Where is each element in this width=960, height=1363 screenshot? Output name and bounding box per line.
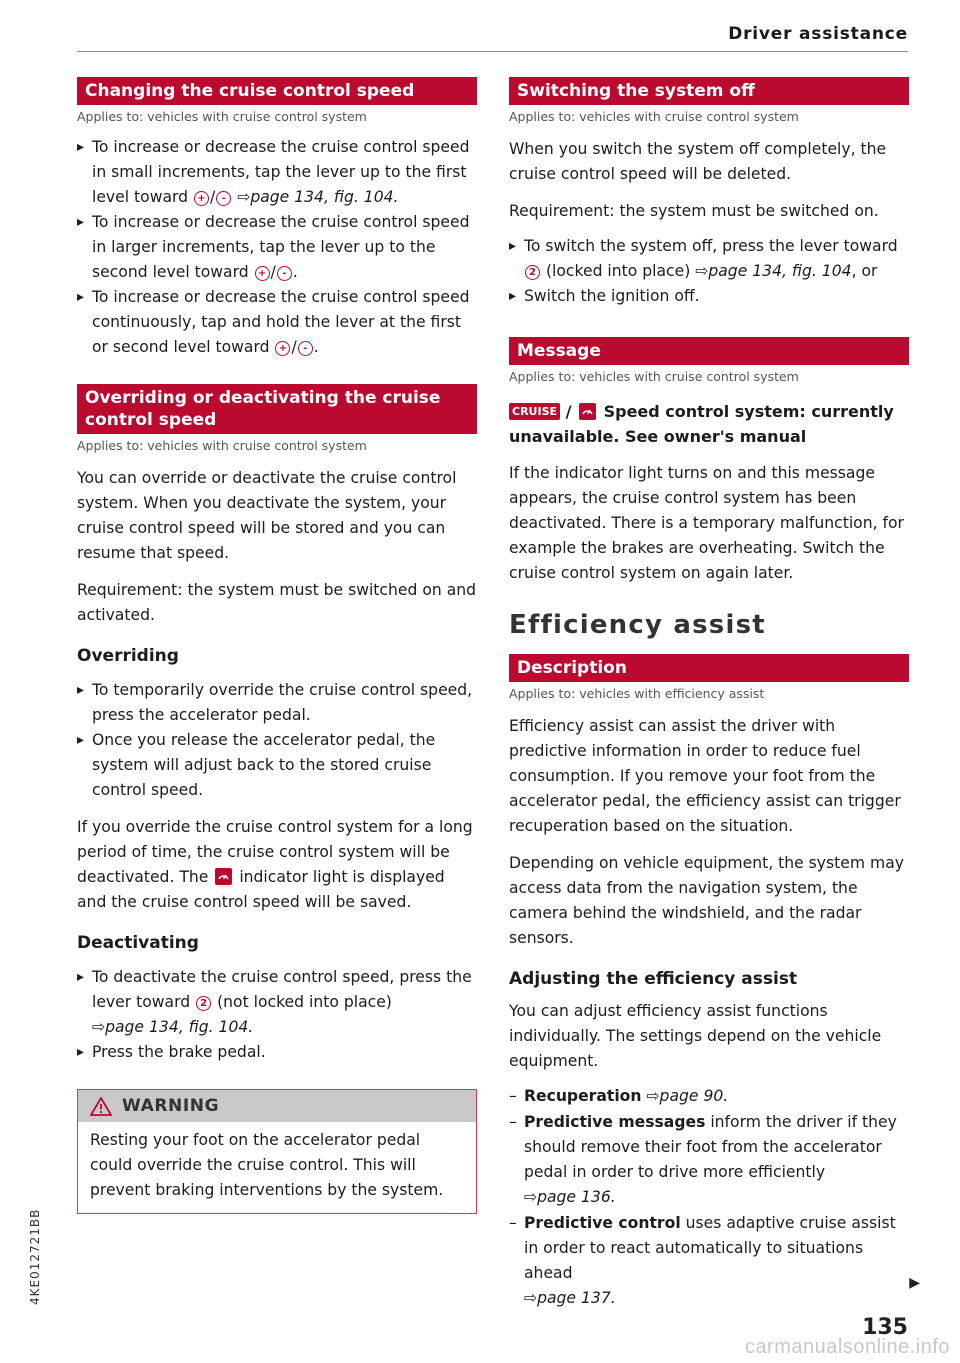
minus-icon: - <box>216 191 231 206</box>
bullet-list <box>509 234 909 309</box>
section-title-message: Message <box>509 337 909 365</box>
applies-to: Applies to: vehicles with efficiency assist <box>509 686 765 701</box>
applies-to: Applies to: vehicles with cruise control system <box>77 109 367 124</box>
section-title-switching-off: Switching the system off <box>509 77 909 105</box>
section-title-overriding: Overriding or deactivating the cruise control speed <box>77 384 477 434</box>
number-2-icon: 2 <box>525 265 540 280</box>
subheading-deactivating: Deactivating <box>77 933 199 953</box>
section-title-changing-speed: Changing the cruise control speed <box>77 77 477 105</box>
arrow-icon: ⇨ <box>646 1087 660 1105</box>
paragraph: You can override or deactivate the cruise control system. When you deactivate the system, your cruise control speed will be stored and you can resume that speed. <box>77 469 457 562</box>
paragraph: If the indicator light turns on and this message appears, the cruise control system has been deactivated. There is a temporary malfunction, for example the brakes are overheating. Switch the cruise control system on again later. <box>509 464 904 582</box>
page-reference[interactable]: page 136. <box>537 1188 616 1206</box>
warning-header <box>78 1090 476 1122</box>
list-item: – Predictive messages inform the driver if they should remove their foot from the accelerator pedal in order to drive more efficiently ⇨page 136. <box>509 1110 909 1210</box>
arrow-icon: ⇨ <box>695 262 709 280</box>
cruise-indicator-icon <box>215 868 232 885</box>
list-item: ▸ Once you release the accelerator pedal, the system will adjust back to the stored cruise control speed. <box>77 728 477 803</box>
left-column <box>77 77 477 1214</box>
paragraph: If you override the cruise control system for a long period of time, the cruise control system will be deactivated. The indicator light is displayed and the cruise control speed will be saved. <box>77 818 473 911</box>
list-item: ▸ Press the brake pedal. <box>77 1040 477 1065</box>
arrow-icon: ⇨ <box>237 188 251 206</box>
watermark: carmanualsonline.info <box>744 1336 950 1358</box>
warning-triangle-icon <box>90 1097 112 1116</box>
list-item: ▸ Switch the ignition off. <box>509 284 909 309</box>
bullet-list <box>77 135 477 360</box>
running-header: Driver assistance <box>728 24 908 44</box>
list-item: ▸ To increase or decrease the cruise control speed continuously, tap and hold the lever at the first or second level toward + / - . <box>77 285 477 360</box>
document-code: 4KE012721BB <box>28 1208 42 1305</box>
section-title-description: Description <box>509 654 909 682</box>
minus-icon: - <box>298 341 313 356</box>
warning-box <box>77 1089 477 1214</box>
paragraph: Requirement: the system must be switched on and activated. <box>77 581 477 624</box>
paragraph: Efficiency assist can assist the driver with predictive information in order to reduce fuel consumption. If you remove your foot from the accelerator pedal, the efficiency assist can trigger recuperation based on the situation. <box>509 717 901 835</box>
page-reference[interactable]: page 134, fig. 104. <box>250 188 399 206</box>
bullet-list <box>77 965 477 1065</box>
plus-icon: + <box>275 341 290 356</box>
list-item: ▸ To temporarily override the cruise control speed, press the accelerator pedal. <box>77 678 477 728</box>
page-reference[interactable]: page 134, fig. 104 <box>708 262 852 280</box>
paragraph: Requirement: the system must be switched on. <box>509 202 879 220</box>
page-reference[interactable]: page 90. <box>659 1087 729 1105</box>
continue-arrow-icon: ▶ <box>909 1275 920 1291</box>
list-item: – Recuperation ⇨page 90. <box>509 1084 909 1109</box>
list-item: ▸ To switch the system off, press the lever toward 2 (locked into place) ⇨page 134, fig. 104, or <box>509 234 909 284</box>
cruise-indicator-icon <box>579 403 596 420</box>
list-item: – Predictive control uses adaptive cruise assist in order to react automatically to situations ahead ⇨page 137. <box>509 1211 909 1311</box>
paragraph: When you switch the system off completely, the cruise control speed will be deleted. <box>509 140 887 183</box>
cruise-badge-icon: CRUISE <box>509 403 560 420</box>
list-item: ▸ To increase or decrease the cruise control speed in larger increments, tap the lever up to the second level toward + / - . <box>77 210 477 285</box>
number-2-icon: 2 <box>196 996 211 1011</box>
chapter-heading: Efficiency assist <box>509 610 766 640</box>
message-title: CRUISE / Speed control system: currently unavailable. See owner's manual <box>509 402 894 446</box>
dash-list <box>509 1084 909 1311</box>
warning-text: Resting your foot on the accelerator pedal could override the cruise control. This will prevent braking interventions by the system. <box>90 1131 444 1199</box>
plus-icon: + <box>255 266 270 281</box>
applies-to: Applies to: vehicles with cruise control system <box>77 438 367 453</box>
arrow-icon: ⇨ <box>524 1289 538 1307</box>
list-item: ▸ To deactivate the cruise control speed, press the lever toward 2 (not locked into place) ⇨page 134, fig. 104. <box>77 965 477 1040</box>
bullet-list <box>77 678 477 803</box>
arrow-icon: ⇨ <box>524 1188 538 1206</box>
minus-icon: - <box>277 266 292 281</box>
plus-icon: + <box>194 191 209 206</box>
page-number: 135 <box>862 1315 908 1340</box>
subheading-adjusting: Adjusting the efficiency assist <box>509 969 798 989</box>
right-column <box>509 77 909 1312</box>
warning-title: WARNING <box>122 1096 220 1116</box>
subheading-overriding: Overriding <box>77 646 179 666</box>
page-reference[interactable]: page 137. <box>537 1289 616 1307</box>
arrow-icon: ⇨ <box>92 1018 106 1036</box>
applies-to: Applies to: vehicles with cruise control system <box>509 109 799 124</box>
page-reference[interactable]: page 134, fig. 104. <box>105 1018 254 1036</box>
header-divider <box>77 51 908 52</box>
applies-to: Applies to: vehicles with cruise control system <box>509 369 799 384</box>
list-item: ▸ To increase or decrease the cruise control speed in small increments, tap the lever up to the first level toward + / - ⇨page 134, fig. 104. <box>77 135 477 210</box>
paragraph: Depending on vehicle equipment, the system may access data from the navigation system, the camera behind the windshield, and the radar sensors. <box>509 854 904 947</box>
paragraph: You can adjust efficiency assist functions individually. The settings depend on the vehicle equipment. <box>509 1002 882 1070</box>
